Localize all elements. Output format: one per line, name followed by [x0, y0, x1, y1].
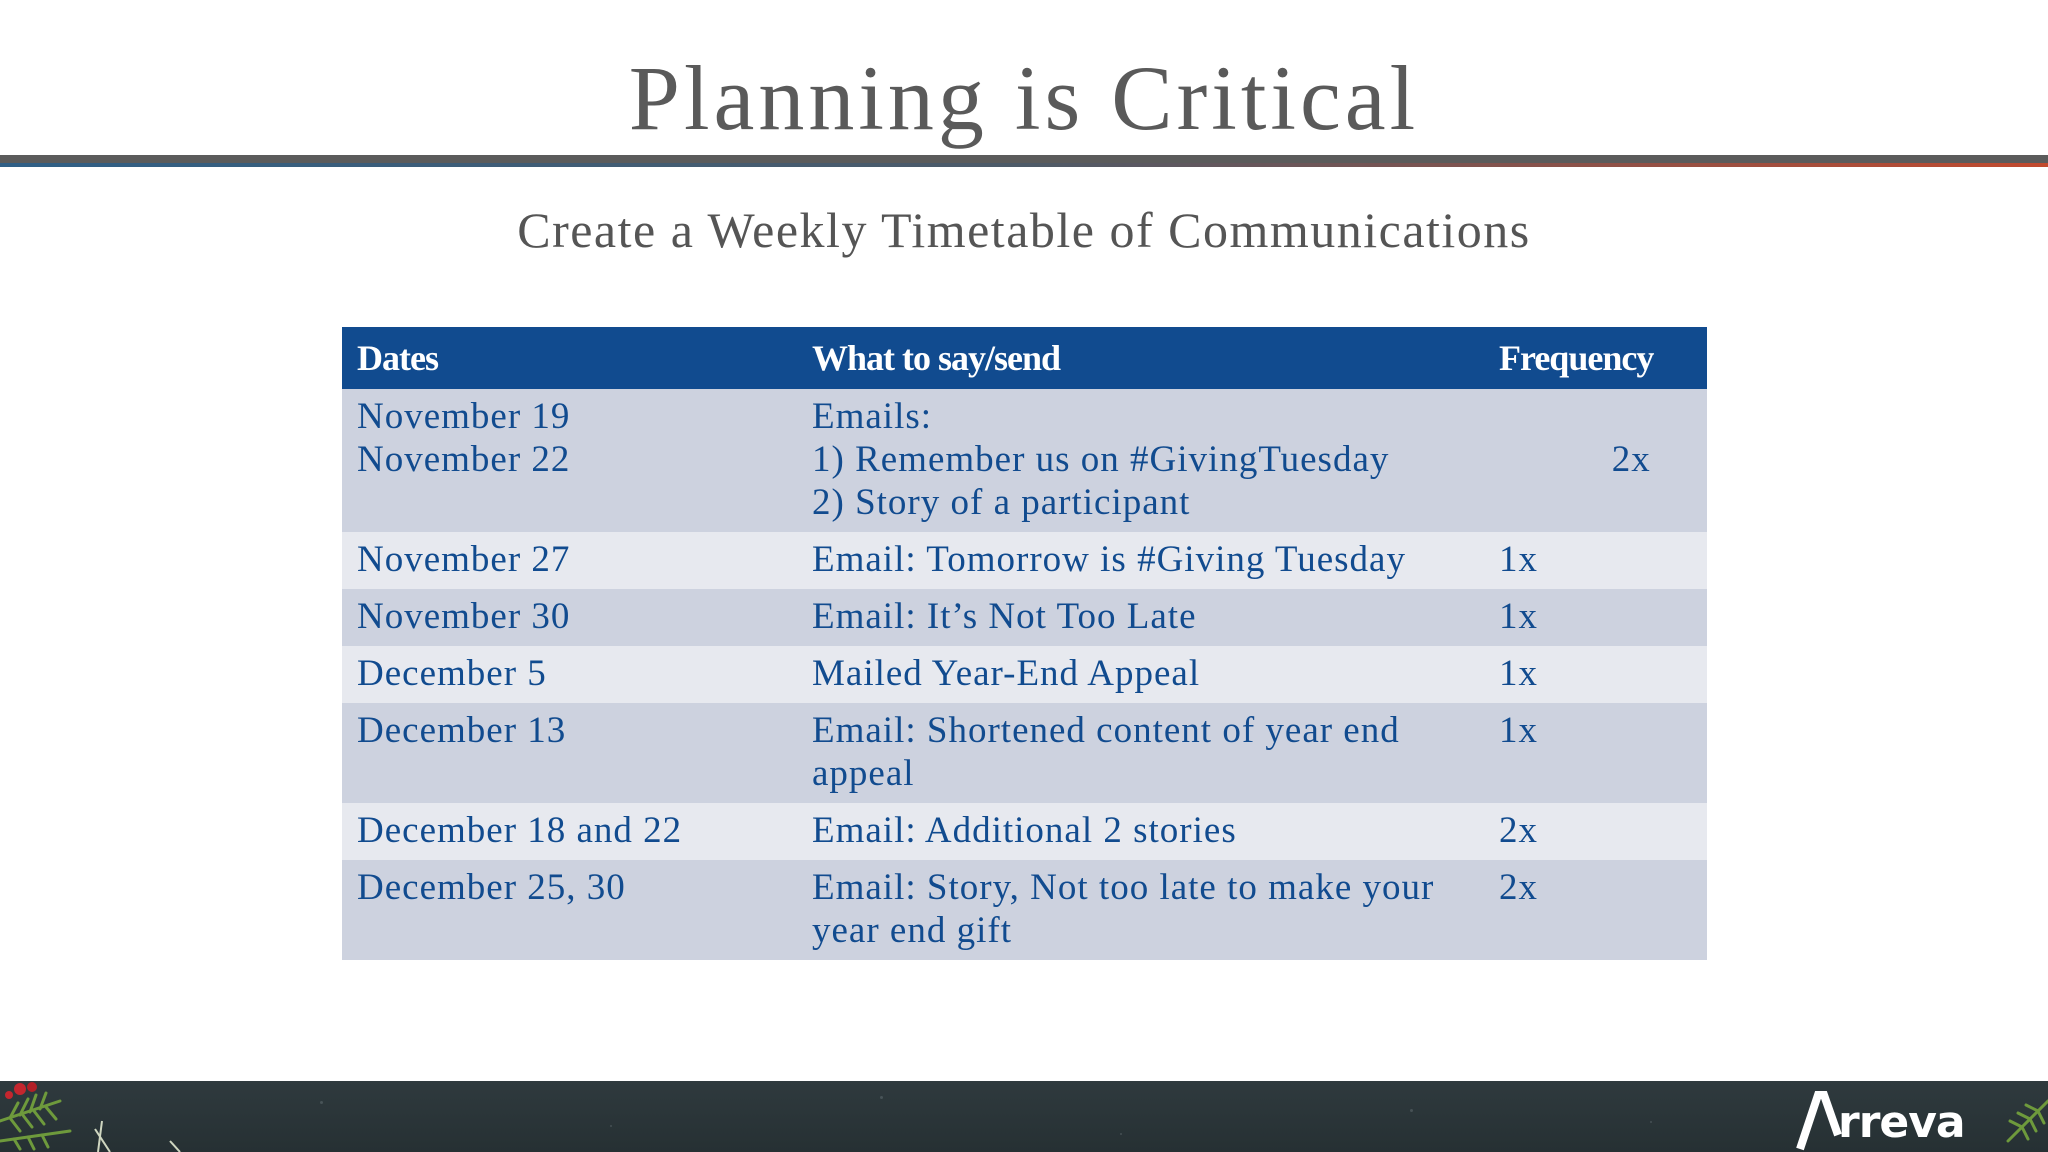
- what-cell: [797, 589, 1484, 646]
- what-line: Email: Additional 2 stories: [812, 810, 1237, 851]
- table-row: [342, 532, 1707, 589]
- dates-cell: [342, 389, 797, 532]
- date-line: December 25, 30: [357, 867, 626, 908]
- frequency-value: 1x: [1499, 710, 1538, 751]
- dates-cell: [342, 589, 797, 646]
- what-cell: [797, 703, 1484, 803]
- dates-cell: [342, 803, 797, 860]
- what-line: Email: Story, Not too late to make your: [812, 867, 1435, 908]
- arreva-a-logo-icon: [1796, 1091, 1842, 1151]
- frequency-value: 2x: [1499, 867, 1538, 908]
- what-line: year end gift: [812, 910, 1012, 951]
- pine-branch-right-icon: [1988, 1081, 2048, 1152]
- table-row: [342, 860, 1707, 960]
- title-divider-dark: [0, 155, 2048, 163]
- table-header-row: [342, 327, 1707, 389]
- what-line: Email: It’s Not Too Late: [812, 596, 1197, 637]
- table-row: [342, 803, 1707, 860]
- footer-banner: [0, 1081, 2048, 1152]
- date-line: November 22: [357, 439, 571, 480]
- date-line: December 18 and 22: [357, 810, 683, 851]
- frequency-cell: [1484, 646, 1707, 703]
- what-line: appeal: [812, 753, 915, 794]
- communications-timetable: [342, 327, 1707, 960]
- dates-cell: [342, 860, 797, 960]
- table-row: [342, 703, 1707, 803]
- slide-subtitle: Create a Weekly Timetable of Communications: [517, 202, 1531, 258]
- arreva-logo: [1796, 1089, 1965, 1151]
- what-cell: [797, 860, 1484, 960]
- what-cell: [797, 532, 1484, 589]
- pine-branch-decoration-icon: [0, 1081, 200, 1152]
- column-header-frequency: Frequency: [1484, 327, 1707, 389]
- date-line: December 13: [357, 710, 567, 751]
- table-row: [342, 646, 1707, 703]
- frequency-cell: [1484, 389, 1707, 532]
- frequency-value: 2x: [1601, 439, 1651, 480]
- frequency-cell: [1484, 532, 1707, 589]
- table-row: [342, 589, 1707, 646]
- frequency-cell: [1484, 860, 1707, 960]
- frequency-cell: [1484, 589, 1707, 646]
- what-cell: [797, 803, 1484, 860]
- what-line: 1) Remember us on #GivingTuesday: [812, 439, 1390, 480]
- what-line: 2) Story of a participant: [812, 482, 1191, 523]
- date-line: December 5: [357, 653, 547, 694]
- frequency-value: 1x: [1499, 539, 1538, 580]
- frequency-value: 1x: [1499, 653, 1538, 694]
- date-line: November 30: [357, 596, 571, 637]
- what-line: Email: Shortened content of year end: [812, 710, 1400, 751]
- column-header-dates: Dates: [342, 327, 797, 389]
- what-cell: [797, 646, 1484, 703]
- frequency-value: 2x: [1499, 810, 1538, 851]
- table-row: [342, 389, 1707, 532]
- dates-cell: [342, 646, 797, 703]
- what-line: Mailed Year-End Appeal: [812, 653, 1201, 694]
- frequency-value: 1x: [1499, 596, 1538, 637]
- title-divider: [0, 155, 2048, 167]
- column-header-what: What to say/send: [797, 327, 1484, 389]
- frequency-cell: [1484, 703, 1707, 803]
- dates-cell: [342, 703, 797, 803]
- date-line: November 19: [357, 396, 571, 437]
- what-line: Email: Tomorrow is #Giving Tuesday: [812, 539, 1406, 580]
- slide-title: Planning is Critical: [628, 47, 1420, 149]
- dates-cell: [342, 532, 797, 589]
- what-line: Emails:: [812, 396, 933, 437]
- what-cell: [797, 389, 1484, 532]
- title-divider-accent: [0, 163, 2048, 167]
- logo-text: rreva: [1838, 1097, 1965, 1148]
- frequency-cell: [1484, 803, 1707, 860]
- date-line: November 27: [357, 539, 571, 580]
